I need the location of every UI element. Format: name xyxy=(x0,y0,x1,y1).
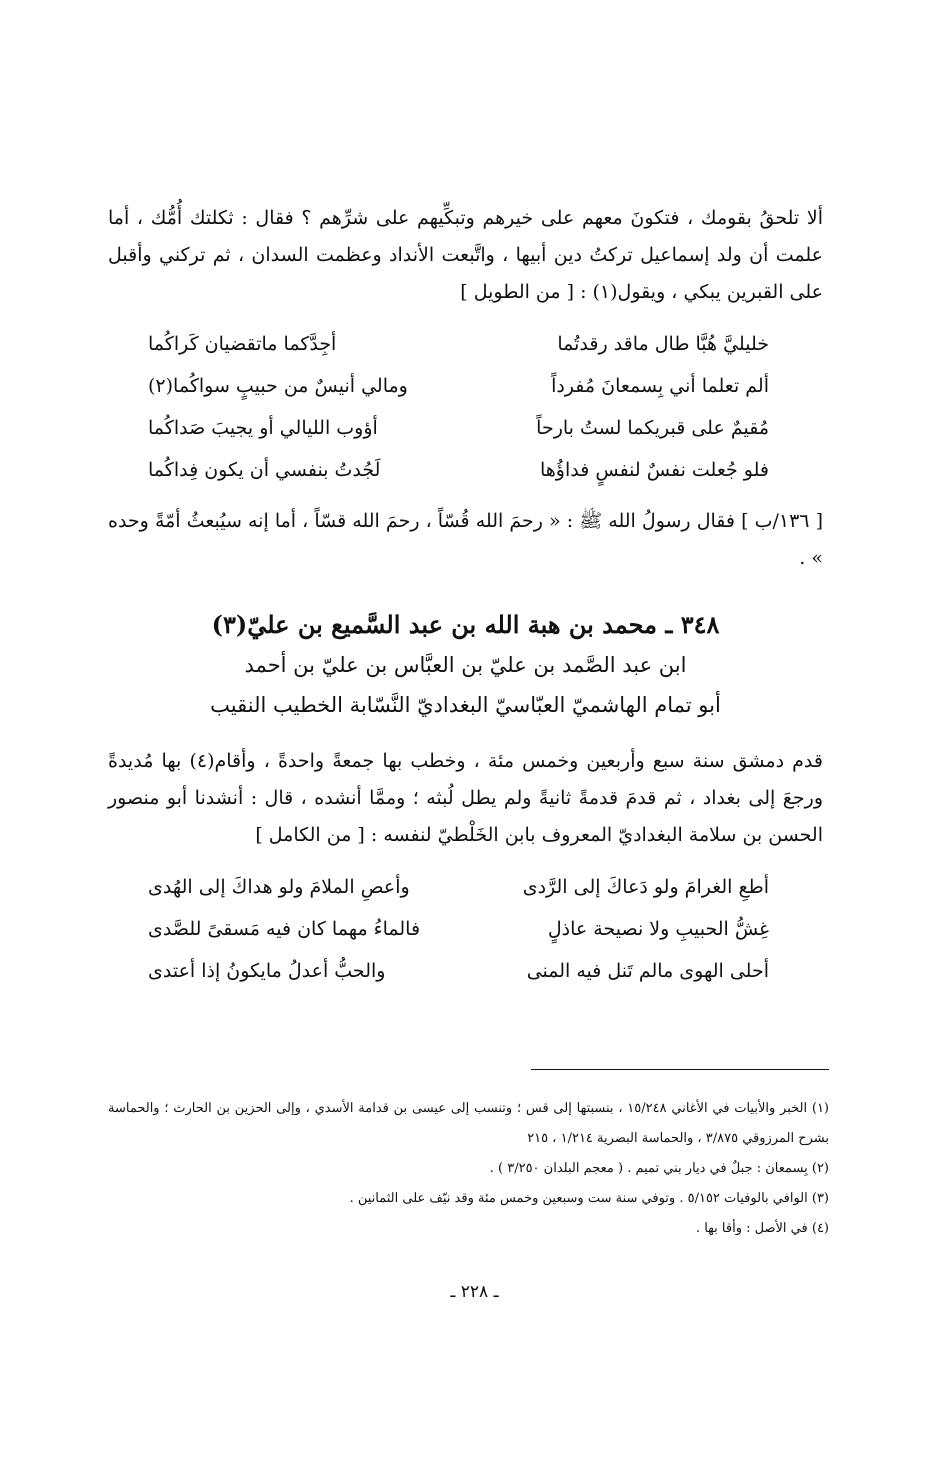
page-number: ـ ٢٢٨ ـ xyxy=(450,1282,499,1302)
hadith-paragraph: [ ١٣٦/ب ] فقال رسولُ الله ﷺ : « رحمَ الله قُسّاً ، رحمَ الله قسّاً ، أما إنه سيُبعثُ أمّةً وحده » . xyxy=(108,510,824,569)
verse-first-hemistich: أحلى الهوى مالم تَنل فيه المنى xyxy=(526,960,769,982)
footnotes xyxy=(108,1094,829,1244)
verse-line xyxy=(108,323,823,365)
footnote: (٢) بِسمعان : جبلٌ في ديار بني تميم . ( معجم البلدان ٣/٢٥٠ ) . xyxy=(489,1161,829,1176)
verse-second-hemistich: فالماءُ مهما كان فيه مَسقىً للصَّدى xyxy=(148,918,421,940)
verse-second-hemistich: وأعصِ الملامَ ولو هداكَ إلى الهُدى xyxy=(148,876,410,898)
entry-lineage: ابن عبد الصَّمد بن عليّ بن العبَّاس بن عليّ بن أحمد xyxy=(244,653,687,677)
verse-first-hemistich: فلو جُعلت نفسٌ لنفسٍ فداؤُها xyxy=(539,459,769,481)
entry-kunya: أبو تمام الهاشميّ العبّاسيّ البغداديّ النَّسّابة الخطيب النقيب xyxy=(210,693,721,717)
footnote: (١) الخبر والأبيات في الأغاني ١٥/٢٤٨ ، بنسبتها إلى قس ؛ وتنسب إلى عيسى بن قدامة الأسدي ، وإلى الحزين بن الحارث ؛ والحماسة بشرح المرزوقي ٣/٨٧٥ ، والحماسة البصرية ١/٢١٤ ، ٢١٥ xyxy=(108,1101,829,1146)
intro-paragraph: ألا تلحقُ بقومك ، فتكونَ معهم على خيرهم وتبكِّيهم على شرِّهم ؟ فقال : ثكلتك أُمُّك ، أما علمت أن ولد إسماعيل تركتُ دين أبيها ، واتَّبعت الأنداد وعظمت السدان ، ثم تركني وأقبل على القبرين يبكي ، ويقول(١) : [ من الطويل ] xyxy=(108,207,823,303)
verse-second-hemistich: ومالي أنيسٌ من حبيبٍ سواكُما(٢) xyxy=(148,375,408,397)
footnote-separator xyxy=(531,1069,829,1070)
footnote: (٤) في الأصل : وأقا بها . xyxy=(695,1221,829,1236)
verse-line xyxy=(108,866,823,908)
verse-second-hemistich: أجِدَّكما ماتقضيان كَراكُما xyxy=(148,333,337,355)
verse-second-hemistich: والحبُّ أعدلُ مايكونُ إذا أعتدى xyxy=(148,960,386,982)
verse-first-hemistich: خليليَّ هُبَّا طال ماقد رقدتُما xyxy=(557,333,769,355)
poem-taweel xyxy=(108,323,823,491)
verse-line xyxy=(108,449,823,491)
verse-first-hemistich: مُقيمٌ على قبريكما لستُ بارحاً xyxy=(536,417,769,439)
verse-second-hemistich: لَجُدتُ بنفسي أن يكون فِداكُما xyxy=(148,459,381,481)
verse-line xyxy=(108,407,823,449)
verse-first-hemistich: أطعِ الغرامَ ولو دَعاكَ إلى الرَّدى xyxy=(522,876,769,898)
verse-line xyxy=(108,908,823,950)
verse-line xyxy=(108,365,823,407)
footnote: (٣) الوافي بالوفيات ٥/١٥٢ . وتوفي سنة ست وسبعين وخمس مئة وقد نيّف على الثمانين . xyxy=(349,1191,829,1206)
verse-first-hemistich: غِشُّ الحبيبِ ولا نصيحة عاذلٍ xyxy=(547,918,769,940)
page-body xyxy=(108,200,823,1004)
entry-heading: ٣٤٨ ـ محمد بن هبة الله بن عبد السَّميع بن عليّ(٣) xyxy=(211,610,720,639)
biography-paragraph: قدم دمشق سنة سبع وأربعين وخمس مئة ، وخطب بها جمعةً واحدةً ، وأقام(٤) بها مُديدةً ورجعَ إلى بغداد ، ثم قدمَ قدمةً ثانيةً ولم يطل لُبثه ؛ وممَّا أنشده ، قال : أنشدنا أبو منصور الحسن بن سلامة البغداديّ المعروف بابن الخَلْطيّ لنفسه : [ من الكامل ] xyxy=(108,750,823,846)
verse-first-hemistich: ألم تعلما أني بِسمعانَ مُفرداً xyxy=(551,375,769,397)
verse-line xyxy=(108,950,823,992)
poem-kamil xyxy=(108,866,823,992)
verse-second-hemistich: أؤوب الليالي أو يجيبَ صَداكُما xyxy=(148,417,378,439)
